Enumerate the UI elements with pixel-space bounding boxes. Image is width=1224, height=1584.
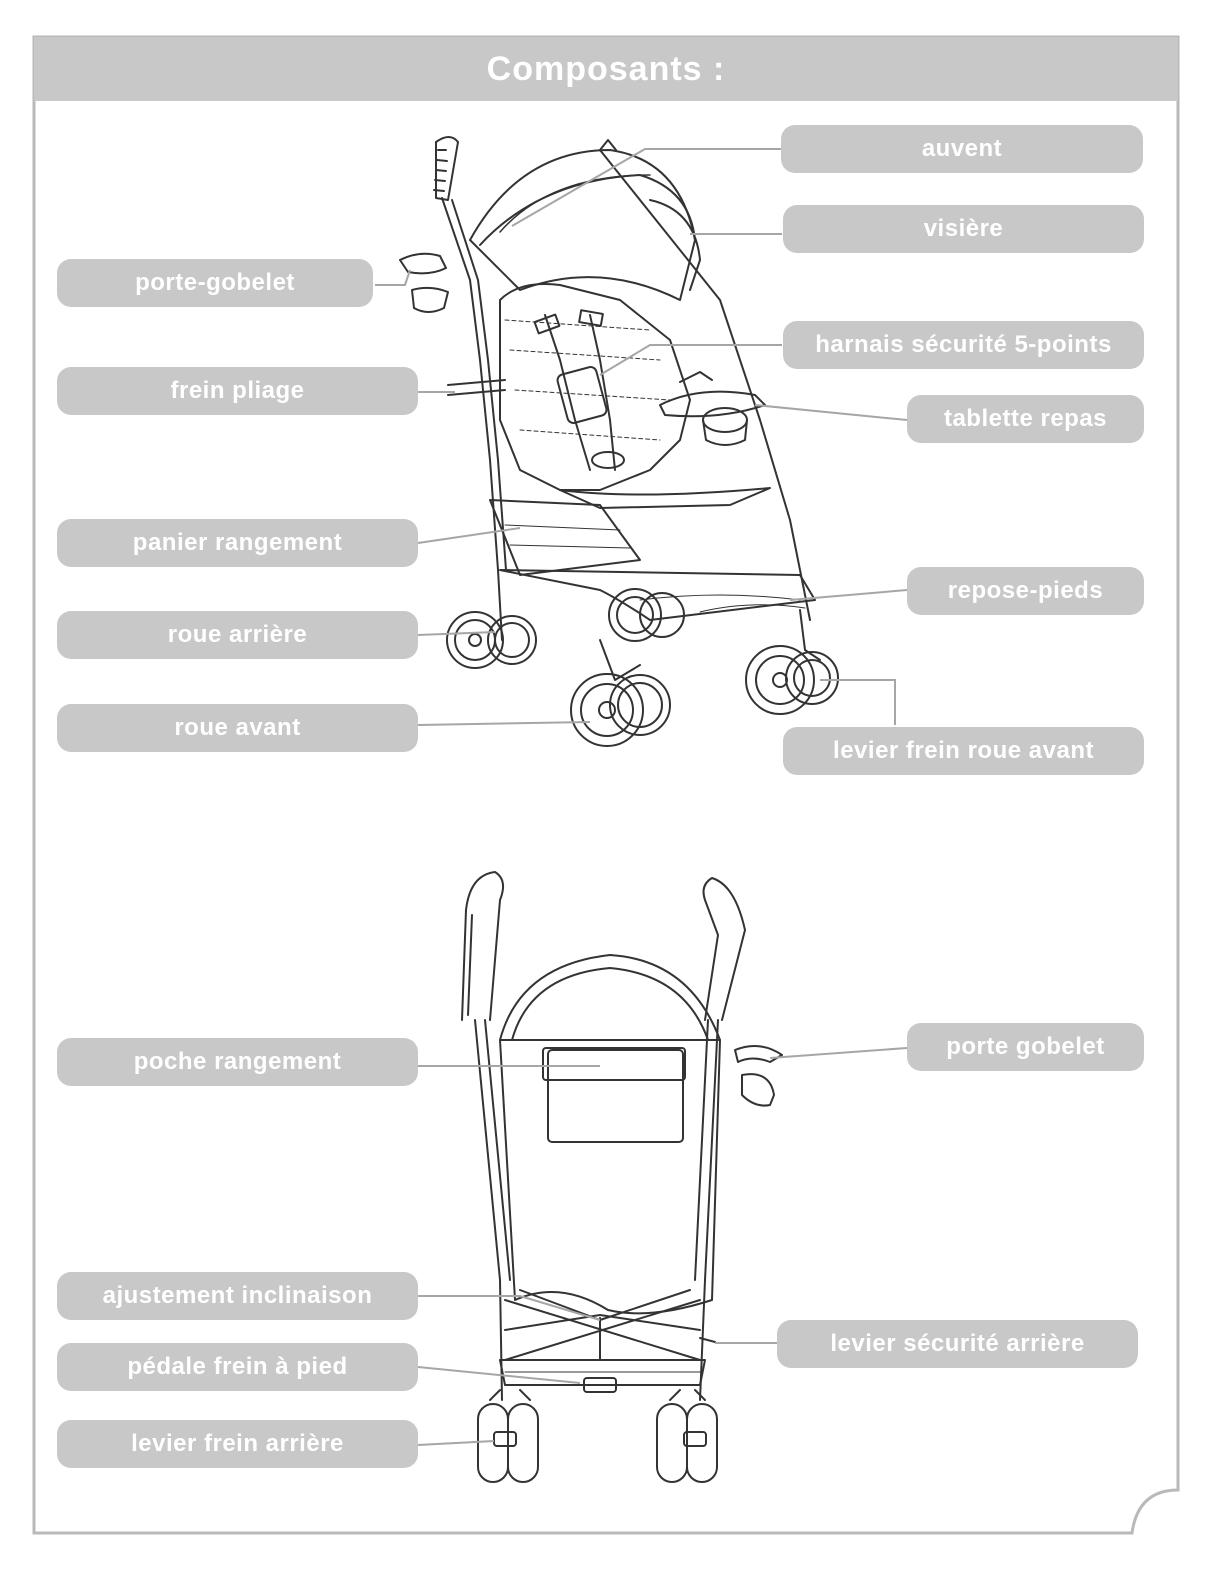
page-title: Composants : [486, 50, 726, 88]
label-ajustement-inclinaison: ajustement inclinaison [57, 1272, 418, 1320]
label-pedale-frein: pédale frein à pied [57, 1343, 418, 1391]
label-levier-frein-arriere: levier frein arrière [57, 1420, 418, 1468]
label-poche-rangement: poche rangement [57, 1038, 418, 1086]
label-repose-pieds: repose-pieds [907, 567, 1144, 615]
label-frein-pliage: frein pliage [57, 367, 418, 415]
label-harnais: harnais sécurité 5-points [783, 321, 1144, 369]
label-levier-securite-arriere: levier sécurité arrière [777, 1320, 1138, 1368]
label-porte-gobelet: porte-gobelet [57, 259, 373, 307]
stroller-side-view [400, 137, 838, 746]
stroller-rear-view [462, 872, 782, 1482]
label-panier-rangement: panier rangement [57, 519, 418, 567]
label-roue-avant: roue avant [57, 704, 418, 752]
label-porte-gobelet-rear: porte gobelet [907, 1023, 1144, 1071]
label-levier-frein-roue-avant: levier frein roue avant [783, 727, 1144, 775]
label-visiere: visière [783, 205, 1144, 253]
label-auvent: auvent [781, 125, 1143, 173]
label-tablette-repas: tablette repas [907, 395, 1144, 443]
label-roue-arriere: roue arrière [57, 611, 418, 659]
